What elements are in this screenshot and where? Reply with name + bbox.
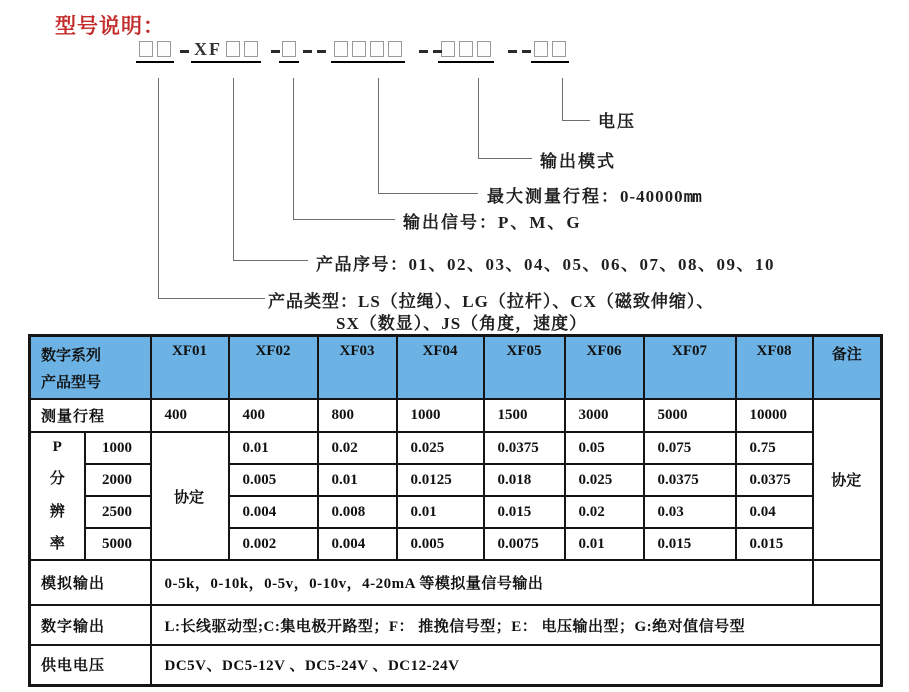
format-box xyxy=(226,41,240,57)
format-separator xyxy=(508,50,531,53)
resolution-label-char: 率 xyxy=(49,536,65,553)
header-corner-line2: 产品型号 xyxy=(41,375,102,391)
format-separator xyxy=(271,50,280,53)
resolution-value-cell: 0.0375 xyxy=(736,464,813,496)
format-box xyxy=(459,41,473,57)
power-supply-row xyxy=(30,645,882,685)
digital-label-cell: 数字输出 xyxy=(30,605,151,645)
resolution-value-cell: 0.0075 xyxy=(484,528,565,560)
connector-line xyxy=(562,78,563,120)
format-group xyxy=(279,41,299,63)
dash xyxy=(522,50,531,53)
resolution-sub-cell: 2500 xyxy=(85,496,151,528)
format-box xyxy=(441,41,455,57)
header-cell-xf08: XF08 xyxy=(736,336,813,400)
format-box xyxy=(370,41,384,57)
header-corner-line1: 数字系列 xyxy=(41,348,102,364)
resolution-value-cell: 0.018 xyxy=(484,464,565,496)
travel-value-cell: 1000 xyxy=(397,399,484,432)
format-box xyxy=(244,41,258,57)
resolution-value-cell: 0.015 xyxy=(484,496,565,528)
connector-line xyxy=(293,219,395,220)
travel-value-cell: 3000 xyxy=(565,399,644,432)
resolution-value-cell: 0.005 xyxy=(229,464,318,496)
format-group xyxy=(331,41,405,63)
analog-output-row xyxy=(30,560,882,605)
xf01-merged-cell: 协定 xyxy=(151,432,229,560)
connector-line xyxy=(293,78,294,219)
resolution-value-cell: 0.005 xyxy=(397,528,484,560)
header-remark-cell: 备注 xyxy=(813,336,882,400)
resolution-value-cell: 0.02 xyxy=(565,496,644,528)
callout-max-travel xyxy=(487,182,701,207)
callout-max-travel-unit: mm xyxy=(683,187,701,206)
resolution-sub-cell: 2000 xyxy=(85,464,151,496)
resolution-value-cell: 0.015 xyxy=(736,528,813,560)
format-box xyxy=(352,41,366,57)
analog-label-cell: 模拟输出 xyxy=(30,560,151,605)
format-separator xyxy=(419,50,442,53)
digital-output-row xyxy=(30,605,882,645)
resolution-value-cell: 0.075 xyxy=(644,432,736,464)
dash xyxy=(317,50,326,53)
travel-value-cell: 400 xyxy=(151,399,229,432)
format-box xyxy=(157,41,171,57)
digital-value-cell: L:长线驱动型;C:集电极开路型；F： 推挽信号型；E： 电压输出型；G:绝对值信号型 xyxy=(151,605,882,645)
travel-row xyxy=(30,399,882,432)
resolution-label-char: 分 xyxy=(49,471,65,488)
resolution-label-char: 辨 xyxy=(49,503,65,520)
format-box xyxy=(552,41,566,57)
format-box xyxy=(334,41,348,57)
format-prefix: XF xyxy=(194,39,222,59)
travel-value-cell: 10000 xyxy=(736,399,813,432)
travel-label-cell: 测量行程 xyxy=(30,399,151,432)
resolution-label-char: P xyxy=(52,438,62,455)
resolution-label-cell xyxy=(30,432,85,560)
travel-value-cell: 800 xyxy=(318,399,397,432)
connector-line xyxy=(562,120,590,121)
format-separator xyxy=(303,50,326,53)
resolution-sub-cell: 1000 xyxy=(85,432,151,464)
analog-value-cell: 0-5k，0-10k，0-5v，0-10v，4-20mA 等模拟量信号输出 xyxy=(151,560,813,605)
connector-line xyxy=(158,78,159,298)
connector-line xyxy=(233,78,234,260)
dash xyxy=(419,50,428,53)
table-header-row xyxy=(30,336,882,400)
resolution-value-cell: 0.01 xyxy=(565,528,644,560)
callout-max-travel-label: 最大测量行程： xyxy=(487,187,620,206)
analog-remark-cell xyxy=(813,560,882,605)
callout-output-mode: 输出模式 xyxy=(540,152,616,171)
resolution-value-cell: 0.01 xyxy=(229,432,318,464)
format-separator xyxy=(180,50,189,53)
resolution-value-cell: 0.02 xyxy=(318,432,397,464)
resolution-value-cell: 0.008 xyxy=(318,496,397,528)
format-box xyxy=(534,41,548,57)
dash xyxy=(508,50,517,53)
callout-max-travel-value: 0-40000 xyxy=(620,187,684,206)
resolution-value-cell: 0.04 xyxy=(736,496,813,528)
travel-value-cell: 5000 xyxy=(644,399,736,432)
dash xyxy=(180,50,189,53)
travel-value-cell: 400 xyxy=(229,399,318,432)
format-group xyxy=(191,41,261,63)
resolution-value-cell: 0.004 xyxy=(318,528,397,560)
resolution-label-stack xyxy=(31,433,84,559)
header-cell-xf03: XF03 xyxy=(318,336,397,400)
page-title: 型号说明： xyxy=(55,15,165,38)
resolution-sub-cell: 5000 xyxy=(85,528,151,560)
spec-table xyxy=(28,334,883,687)
resolution-value-cell: 0.002 xyxy=(229,528,318,560)
header-cell-xf01: XF01 xyxy=(151,336,229,400)
header-cell-xf04: XF04 xyxy=(397,336,484,400)
header-cell-xf02: XF02 xyxy=(229,336,318,400)
resolution-value-cell: 0.0375 xyxy=(484,432,565,464)
header-cell-xf06: XF06 xyxy=(565,336,644,400)
resolution-value-cell: 0.01 xyxy=(318,464,397,496)
remark-merged-cell: 协定 xyxy=(813,399,882,560)
resolution-value-cell: 0.0125 xyxy=(397,464,484,496)
dash xyxy=(433,50,442,53)
header-cell-xf07: XF07 xyxy=(644,336,736,400)
connector-line xyxy=(378,78,379,193)
format-box xyxy=(477,41,491,57)
format-group xyxy=(531,41,569,63)
callout-product-type-line2: SX（数显）、JS（角度，速度） xyxy=(336,314,588,333)
resolution-value-cell: 0.75 xyxy=(736,432,813,464)
format-group xyxy=(438,41,494,63)
resolution-value-cell: 0.025 xyxy=(397,432,484,464)
connector-line xyxy=(378,193,478,194)
dash xyxy=(303,50,312,53)
resolution-value-cell: 0.025 xyxy=(565,464,644,496)
connector-line xyxy=(158,298,265,299)
power-label-cell: 供电电压 xyxy=(30,645,151,685)
callout-voltage: 电压 xyxy=(598,112,636,131)
resolution-value-cell: 0.03 xyxy=(644,496,736,528)
resolution-value-cell: 0.0375 xyxy=(644,464,736,496)
resolution-row xyxy=(30,432,882,464)
format-group xyxy=(136,41,174,63)
dash xyxy=(271,50,280,53)
connector-line xyxy=(233,260,308,261)
format-box xyxy=(282,41,296,57)
resolution-value-cell: 0.05 xyxy=(565,432,644,464)
header-cell-xf05: XF05 xyxy=(484,336,565,400)
power-value-cell: DC5V、DC5-12V 、DC5-24V 、DC12-24V xyxy=(151,645,882,685)
header-corner-cell xyxy=(30,336,151,400)
resolution-value-cell: 0.004 xyxy=(229,496,318,528)
resolution-value-cell: 0.01 xyxy=(397,496,484,528)
callout-product-type-line1: 产品类型：LS（拉绳）、LG（拉杆）、CX（磁致伸缩）、 xyxy=(268,292,715,311)
connector-line xyxy=(478,78,479,158)
callout-output-signal: 输出信号：P、M、G xyxy=(403,213,582,232)
travel-value-cell: 1500 xyxy=(484,399,565,432)
resolution-value-cell: 0.015 xyxy=(644,528,736,560)
format-box xyxy=(139,41,153,57)
format-box xyxy=(388,41,402,57)
callout-product-serial: 产品序号：01、02、03、04、05、06、07、08、09、10 xyxy=(316,255,775,274)
connector-line xyxy=(478,158,532,159)
